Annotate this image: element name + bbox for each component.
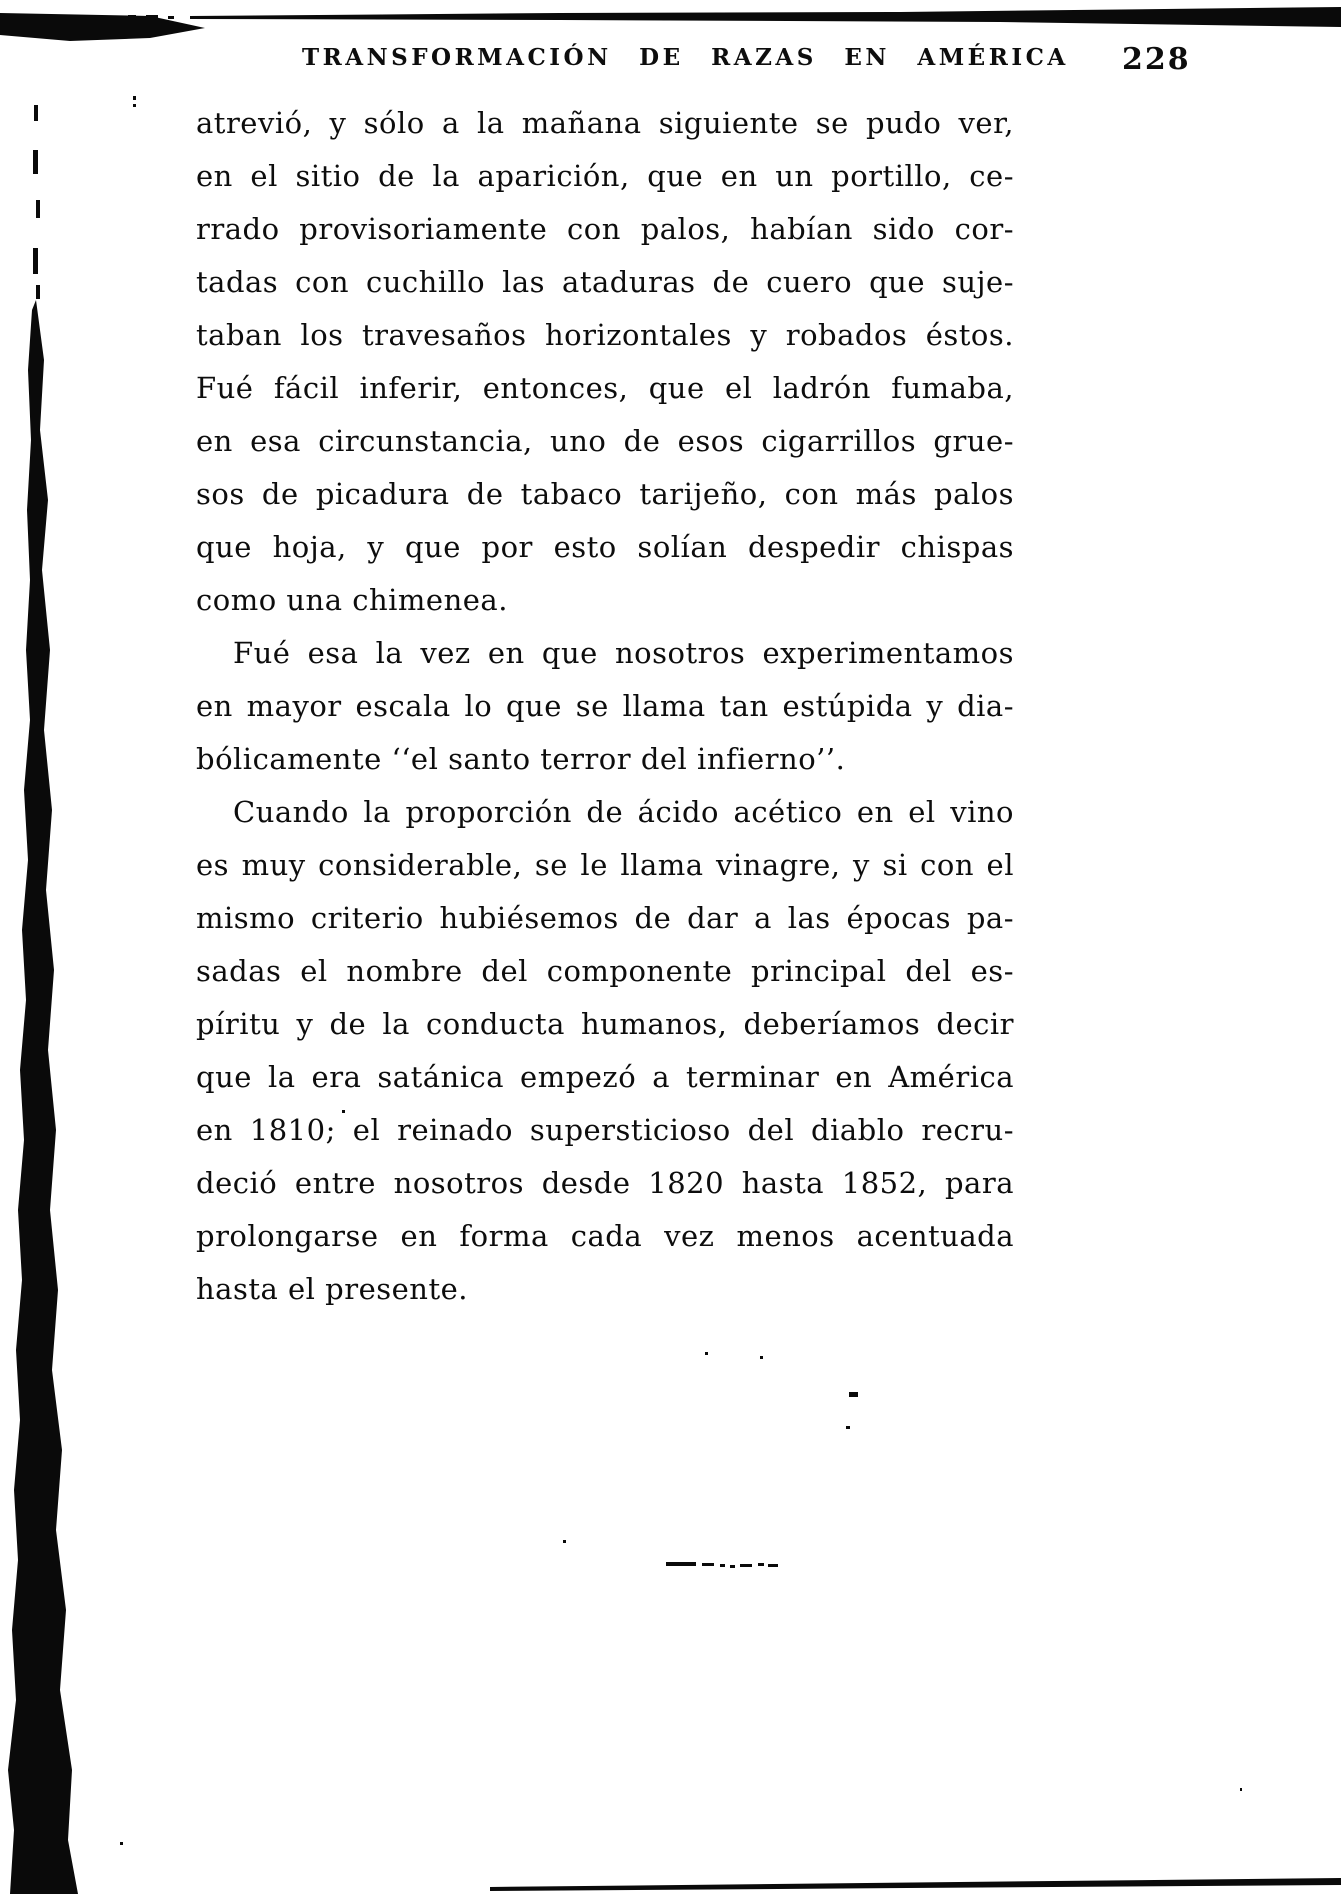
text-line: en mayor escala lo que se llama tan estúpida y dia-: [196, 689, 1014, 723]
text-line: Fué esa la vez en que nosotros experimentamos: [233, 636, 1014, 670]
text-line: atrevió, y sólo a la mañana siguiente se pudo ver,: [196, 106, 1014, 140]
text-line: tadas con cuchillo las ataduras de cuero que suje-: [196, 265, 1014, 299]
text-line: taban los travesaños horizontales y robados éstos.: [196, 318, 1014, 352]
text-line: en 1810; el reinado supersticioso del diablo recru-: [196, 1113, 1014, 1147]
text-line: en esa circunstancia, uno de esos cigarrillos grue-: [196, 424, 1014, 458]
bottom-edge-line-artifact: [490, 1878, 1341, 1891]
text-line: rrado provisoriamente con palos, habían sido cor-: [196, 212, 1014, 246]
text-line: deció entre nosotros desde 1820 hasta 1852, para: [196, 1166, 1014, 1200]
text-line: sadas el nombre del componente principal del es-: [196, 954, 1014, 988]
text-line: hasta el presente.: [196, 1272, 469, 1306]
top-edge-line-artifact: [190, 7, 1341, 27]
text-line: mismo criterio hubiésemos de dar a las épocas pa-: [196, 901, 1014, 935]
text-line: que la era satánica empezó a terminar en América: [196, 1060, 1014, 1094]
text-line: es muy considerable, se le llama vinagre, y si con el: [196, 848, 1014, 882]
text-line: en el sitio de la aparición, que en un portillo, ce-: [196, 159, 1014, 193]
text-line: como una chimenea.: [196, 583, 508, 617]
text-line: píritu y de la conducta humanos, deberíamos decir: [196, 1007, 1014, 1041]
page-number: 228: [1122, 42, 1191, 77]
running-header-title: TRANSFORMACIÓN DE RAZAS EN AMÉRICA: [302, 44, 1069, 71]
text-line: Cuando la proporción de ácido acético en el vino: [233, 795, 1014, 829]
text-line: prolongarse en forma cada vez menos acentuada: [196, 1219, 1014, 1253]
top-left-edge-artifact: [0, 13, 205, 41]
text-line: sos de picadura de tabaco tarijeño, con más palos: [196, 477, 1014, 511]
text-line: que hoja, y que por esto solían despedir chispas: [196, 530, 1014, 564]
text-line: bólicamente ‘‘el santo terror del infierno’’.: [196, 742, 846, 776]
left-gutter-artifact: [8, 300, 78, 1894]
dashed-divider-artifact: [666, 1562, 778, 1568]
body-text: [196, 97, 1014, 1316]
text-line: Fué fácil inferir, entonces, que el ladrón fumaba,: [196, 371, 1014, 405]
